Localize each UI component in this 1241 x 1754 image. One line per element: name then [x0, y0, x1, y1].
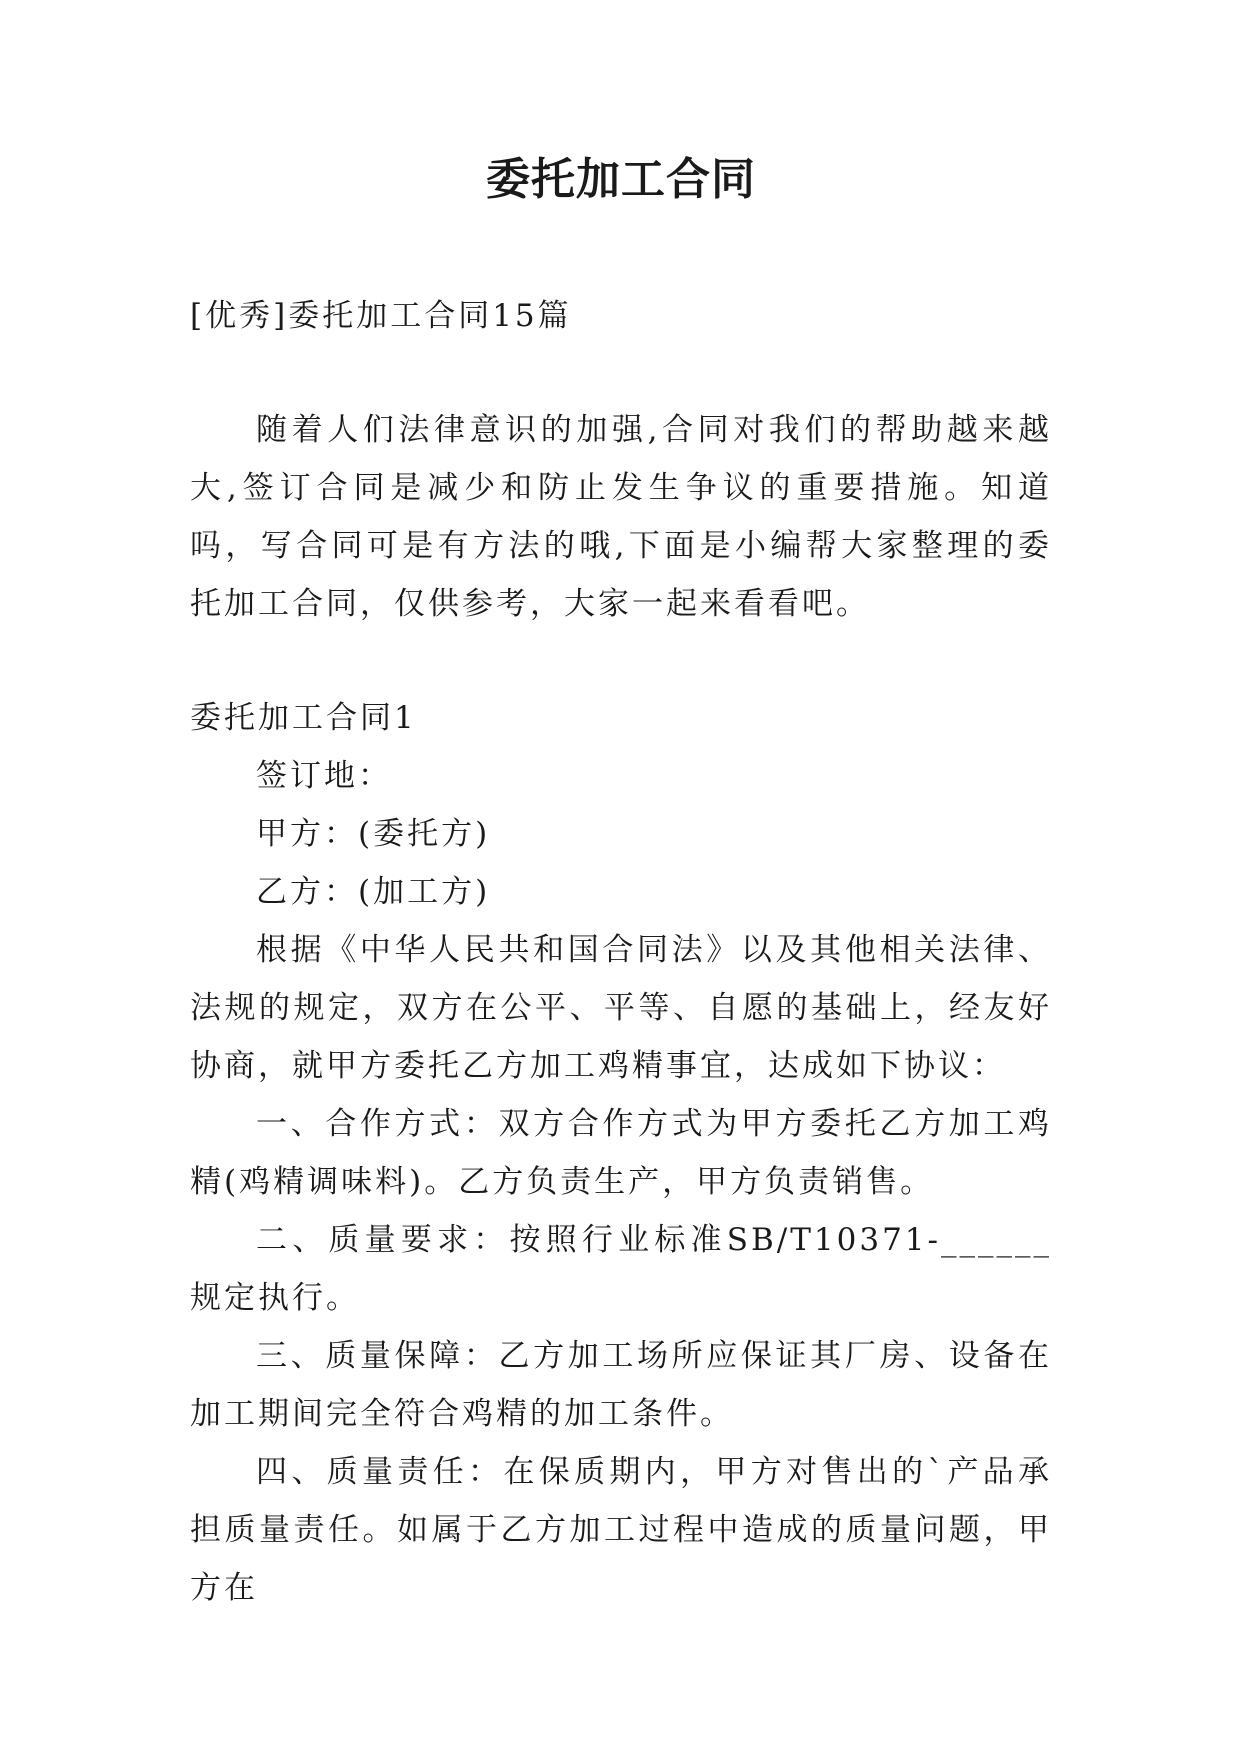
document-body — [190, 287, 1052, 1617]
clause-quality-requirement: 二、质量要求：按照行业标准SB/T10371-______规定执行。 — [190, 1222, 1052, 1316]
document-subtitle: [优秀]委托加工合同15篇 — [190, 298, 572, 334]
party-a-line: 甲方：(委托方) — [256, 816, 491, 852]
clause-quality-assurance: 三、质量保障：乙方加工场所应保证其厂房、设备在加工期间完全符合鸡精的加工条件。 — [190, 1338, 1052, 1432]
document-title: 委托加工合同 — [486, 154, 756, 205]
party-b-line: 乙方：(加工方) — [256, 874, 491, 910]
sign-place-line: 签订地： — [256, 758, 392, 794]
preamble-paragraph: 根据《中华人民共和国合同法》以及其他相关法律、法规的规定，双方在公平、平等、自愿的基础上，经友好协商，就甲方委托乙方加工鸡精事宜，达成如下协议： — [190, 932, 1052, 1084]
intro-paragraph: 随着人们法律意识的加强,合同对我们的帮助越来越大,签订合同是减少和防止发生争议的重要措施。知道吗，写合同可是有方法的哦,下面是小编帮大家整理的委托加工合同，仅供参考，大家一起来看看吧。 — [190, 412, 1052, 622]
section-heading: 委托加工合同1 — [190, 700, 417, 736]
clause-cooperation: 一、合作方式：双方合作方式为甲方委托乙方加工鸡精(鸡精调味料)。乙方负责生产，甲方负责销售。 — [190, 1106, 1052, 1200]
clause-quality-liability: 四、质量责任：在保质期内，甲方对售出的`产品承担质量责任。如属于乙方加工过程中造成的质量问题，甲方在 — [190, 1454, 1052, 1606]
